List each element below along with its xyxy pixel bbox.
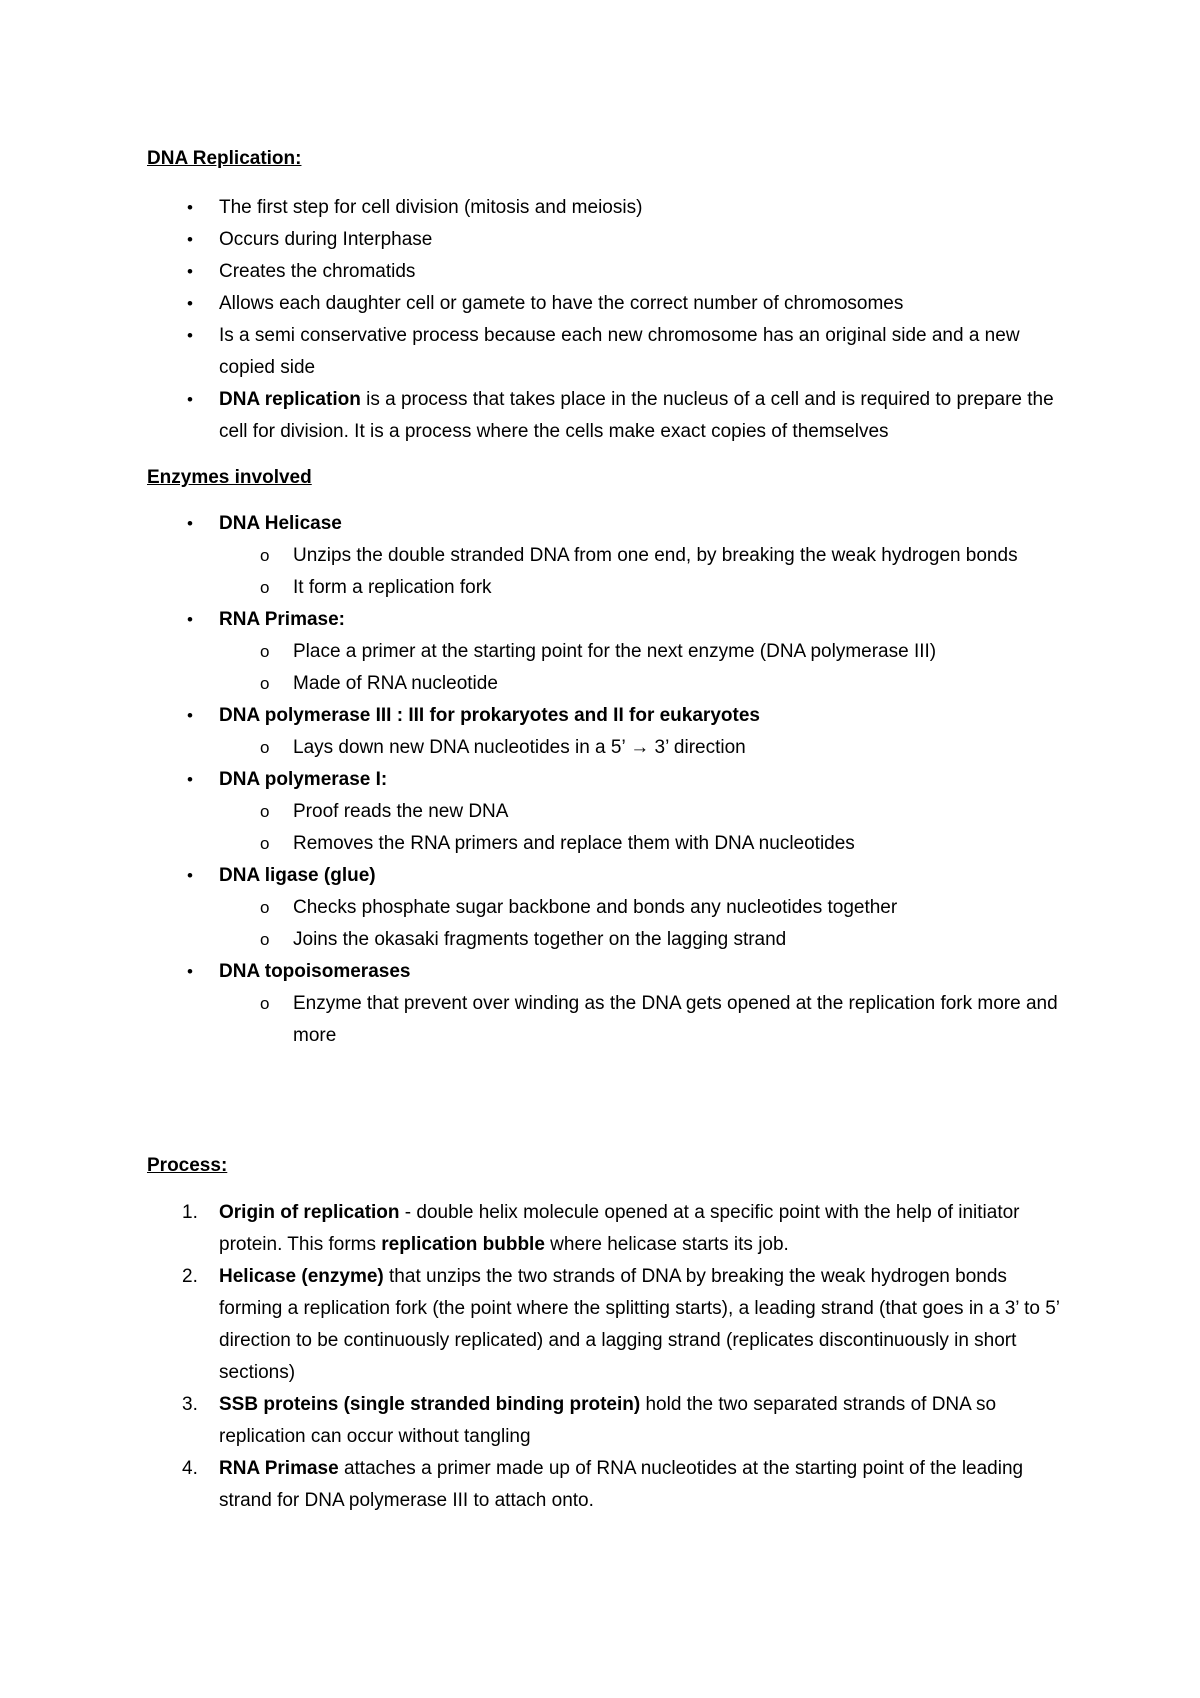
bullet-icon: • [187,610,193,629]
circle-bullet-icon: o [260,578,270,597]
process-step: 4. RNA Primase attaches a primer made up of RNA nucleotides at the starting point of the leading strand for DNA polymerase III to attach onto. [147,1453,1067,1517]
enzyme-detail: o Checks phosphate sugar backbone and bonds any nucleotides together [147,892,1067,924]
step-number: 1. [182,1202,198,1223]
section-heading-enzymes: Enzymes involved [147,467,312,488]
enzyme-detail: o Joins the okasaki fragments together on the lagging strand [147,924,1067,956]
circle-bullet-icon: o [260,994,270,1013]
enzyme-detail: o Enzyme that prevent over winding as the DNA gets opened at the replication fork more and more [147,988,1067,1052]
enzymes-list [147,508,1067,1052]
bullet-icon: • [187,294,193,313]
circle-bullet-icon: o [260,834,270,853]
enzyme-item: • RNA Primase: [147,604,1067,636]
circle-bullet-icon: o [260,898,270,917]
enzyme-detail: o Unzips the double stranded DNA from one end, by breaking the weak hydrogen bonds [147,540,1067,572]
step-number: 3. [182,1394,198,1415]
process-step: 1. Origin of replication - double helix molecule opened at a specific point with the help of initiator protein. This forms replication bubble where helicase starts its job. [147,1197,1067,1261]
enzyme-detail: o Made of RNA nucleotide [147,668,1067,700]
bullet-icon: • [187,262,193,281]
list-item: • DNA replication is a process that takes place in the nucleus of a cell and is required to prepare the cell for division. It is a process where the cells make exact copies of themselves [147,384,1067,448]
enzyme-item: • DNA topoisomerases [147,956,1067,988]
bullet-icon: • [187,770,193,789]
step-number: 2. [182,1266,198,1287]
enzyme-item: • DNA ligase (glue) [147,860,1067,892]
circle-bullet-icon: o [260,930,270,949]
step-number: 4. [182,1458,198,1479]
enzyme-detail: o Removes the RNA primers and replace them with DNA nucleotides [147,828,1067,860]
bullet-icon: • [187,230,193,249]
list-item: • Allows each daughter cell or gamete to have the correct number of chromosomes [147,288,1067,320]
bullet-icon: • [187,390,193,409]
section-heading-replication: DNA Replication: [147,148,302,169]
process-step: 2. Helicase (enzyme) that unzips the two strands of DNA by breaking the weak hydrogen bonds forming a replication fork (the point where the splitting starts), a leading strand (that goes in a 3’ to 5’ direction to be continuously replicated) and a lagging strand (replicates discontinuously in short sections) [147,1261,1067,1389]
list-item: • Is a semi conservative process because each new chromosome has an original side and a new copied side [147,320,1067,384]
process-list [147,1197,1067,1517]
enzyme-detail: o Place a primer at the starting point for the next enzyme (DNA polymerase III) [147,636,1067,668]
bullet-icon: • [187,706,193,725]
enzyme-detail: o Lays down new DNA nucleotides in a 5’ → 3’ direction [147,732,1067,764]
list-item: • Occurs during Interphase [147,224,1067,256]
bullet-icon: • [187,326,193,345]
circle-bullet-icon: o [260,674,270,693]
enzyme-item: • DNA polymerase I: [147,764,1067,796]
circle-bullet-icon: o [260,546,270,565]
list-item: • Creates the chromatids [147,256,1067,288]
bullet-icon: • [187,514,193,533]
bullet-icon: • [187,962,193,981]
enzyme-detail: o It form a replication fork [147,572,1067,604]
list-item: • The first step for cell division (mitosis and meiosis) [147,192,1067,224]
section-heading-process: Process: [147,1155,228,1176]
bullet-icon: • [187,198,193,217]
replication-list [147,192,1067,448]
enzyme-item: • DNA polymerase III : III for prokaryotes and II for eukaryotes [147,700,1067,732]
enzyme-item: • DNA Helicase [147,508,1067,540]
enzyme-detail: o Proof reads the new DNA [147,796,1067,828]
bullet-icon: • [187,866,193,885]
circle-bullet-icon: o [260,738,270,757]
process-step: 3. SSB proteins (single stranded binding protein) hold the two separated strands of DNA so replication can occur without tangling [147,1389,1067,1453]
circle-bullet-icon: o [260,642,270,661]
circle-bullet-icon: o [260,802,270,821]
